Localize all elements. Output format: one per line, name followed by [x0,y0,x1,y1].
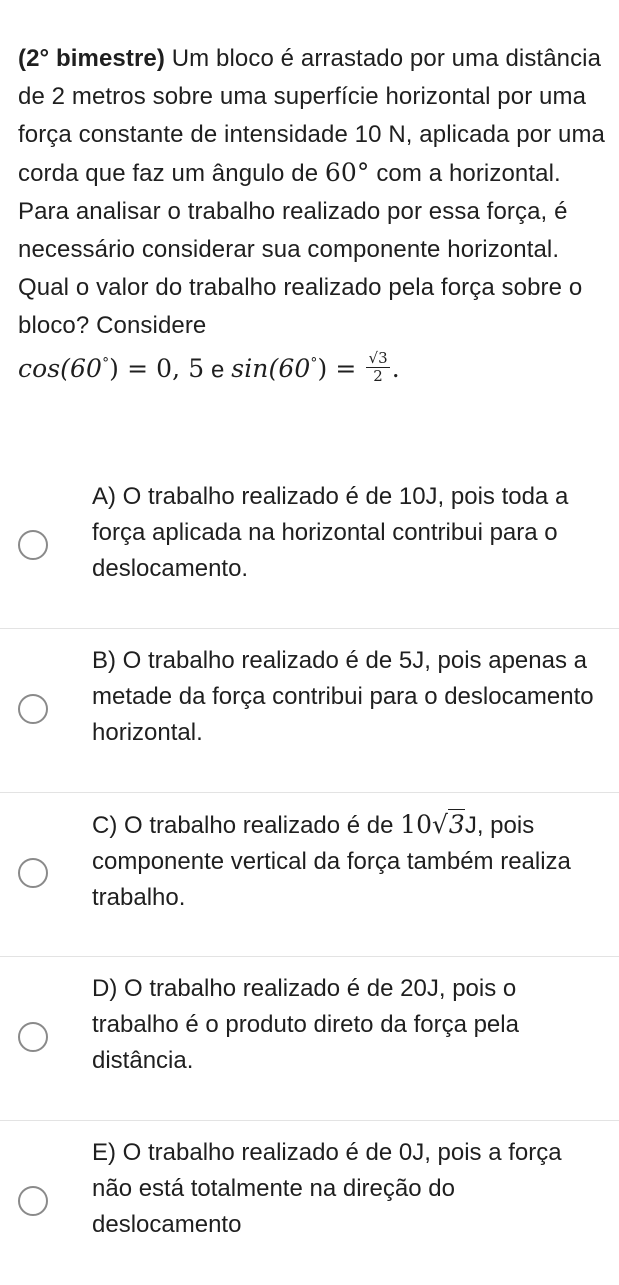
question-text [18,40,608,389]
option-d[interactable] [0,957,619,1121]
radio-option-a[interactable] [18,530,48,560]
radio-option-e[interactable] [18,1186,48,1216]
option-c-text: C) O trabalho realizado é de 10√3J, pois componente vertical da força também realiza trabalho. [92,810,571,911]
radio-option-d[interactable] [18,1022,48,1052]
option-a[interactable] [0,465,619,629]
option-e-text: E) O trabalho realizado é de 0J, pois a força não está totalmente na direção do deslocamento [92,1139,562,1238]
question-body-1: Um bloco é arrastado por uma distância de 2 metros sobre uma superfície horizontal por uma força constante de intensidade 10 N, aplicada por uma corda que faz um ângulo de [18,45,606,187]
option-c[interactable] [0,793,619,957]
option-b-text: B) O trabalho realizado é de 5J, pois apenas a metade da força contribui para o deslocamento horizontal. [92,647,594,746]
option-d-text: D) O trabalho realizado é de 20J, pois o trabalho é o produto direto da força pela distância. [92,975,519,1074]
question-lead: (2° bimestre) [18,45,165,72]
option-a-text: A) O trabalho realizado é de 10J, pois toda a força aplicada na horizontal contribui para o deslocamento. [92,483,569,582]
option-c-math: 10√3 [400,810,465,839]
radio-option-c[interactable] [18,858,48,888]
option-b[interactable] [0,629,619,793]
option-e[interactable] [0,1121,619,1285]
question-body-2: com a horizontal. Para analisar o trabalho realizado por essa força, é necessário considerar sua componente horizontal. Qual o valor do trabalho realizado pela força sobre o bloco? Considere [18,160,583,339]
radio-option-b[interactable] [18,694,48,724]
conjunction: e [204,356,232,384]
sin-formula: sin(60°) = $\frac{√3}{2}$ . [231,349,400,386]
angle-value: 60° [324,158,370,187]
sqrt3-over-2-fraction: $\frac{√3}{2}$ [368,349,388,386]
cos-formula: cos(60°) = 0, 5 [18,354,205,384]
answer-options [0,465,619,1285]
